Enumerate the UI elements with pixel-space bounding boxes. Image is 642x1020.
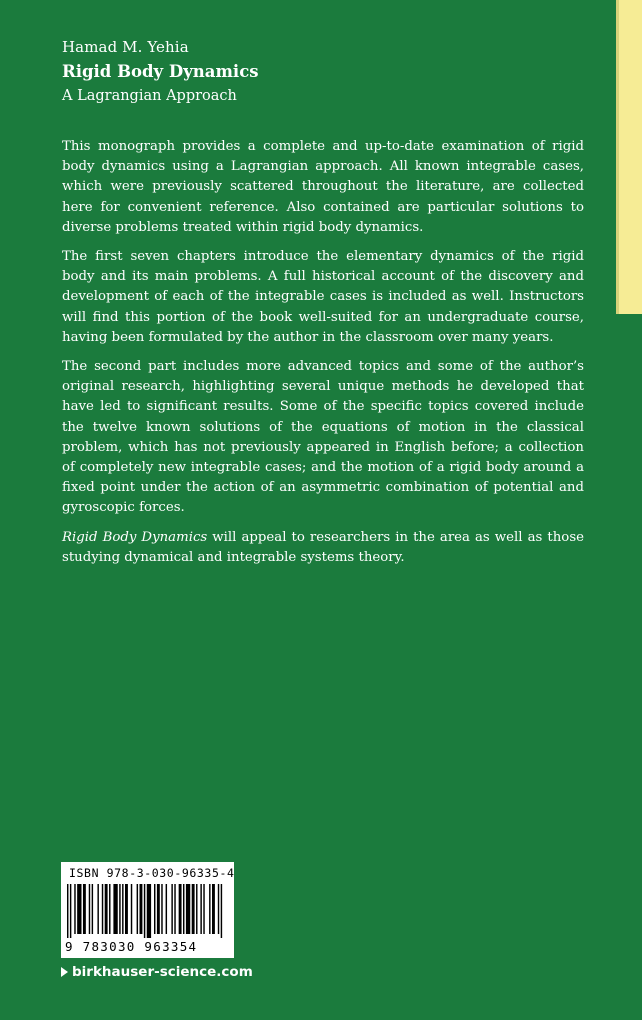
barcode-bar (161, 884, 162, 934)
barcode-bar (113, 884, 117, 934)
publisher-url[interactable]: birkhauser-science.com (72, 964, 253, 980)
barcode-bar (203, 884, 204, 934)
book-title: Rigid Body Dynamics (62, 62, 259, 81)
barcode-bar (105, 884, 108, 934)
description-paragraph-1: This monograph provides a complete and up-to-date examination of rigid body dynamics using a Lagrangian approach. All known integrable cases, which were previously scattered throughout the literature, are collected here for convenient reference. Also contained are particular solutions to diverse problems treated within rigid body dynamics. (62, 139, 584, 235)
isbn-label: ISBN 978-3-030-96335-4 (69, 866, 235, 880)
barcode-bar (102, 884, 103, 934)
description-paragraph-2: The first seven chapters introduce the elementary dynamics of the rigid body and its main problems. A full historical account of the discovery and development of each of the integrable cases is included as well. Instructors will find this portion of the book well-suited for an undergraduate course, having been formulated by the author in the classroom over many years. (62, 249, 584, 345)
barcode-bar (77, 884, 81, 934)
barcode-bar (122, 884, 123, 934)
barcode-bar (137, 884, 138, 934)
description-paragraph-4-rest: will appeal to researchers in the area as well as those studying dynamical and integrable systems theory. (62, 529, 585, 565)
barcode-bar (209, 884, 210, 934)
description-paragraph-3: The second part includes more advanced topics and some of the author’s original research, highlighting several unique methods he developed that have led to significant results. Some of the specific topics covered include the twelve known solutions of the equations of motion in the classical problem, which has not previously appeared in English before; a collection of completely new integrable cases; and the motion of a rigid body around a fixed point under the action of an asymmetric combination of potential and gyroscopic forces. (62, 359, 584, 516)
barcode-bar (125, 884, 128, 934)
publisher-link[interactable] (61, 964, 253, 980)
barcode-bar (97, 884, 98, 934)
barcode-bar (157, 884, 160, 934)
barcode-bar (221, 884, 222, 938)
barcode-bar (154, 884, 155, 934)
barcode-bar (183, 884, 184, 934)
description-title-italic: Rigid Body Dynamics (62, 529, 208, 545)
barcode-bar (67, 884, 68, 938)
author-name: Hamad M. Yehia (62, 38, 189, 56)
barcode-bar (174, 884, 175, 934)
description-paragraph-4 (62, 528, 584, 568)
barcode-bar (70, 884, 71, 938)
arrow-right-icon (61, 967, 68, 977)
barcode-bars (67, 884, 228, 938)
barcode-bar (171, 884, 172, 934)
barcode-bar (140, 884, 143, 934)
barcode-bar (83, 884, 86, 934)
barcode-bar (144, 884, 145, 938)
barcode-bar (166, 884, 167, 934)
barcode-bar (212, 884, 215, 934)
barcode-bar (179, 884, 182, 934)
barcode-bar (218, 884, 219, 934)
barcode-bar (131, 884, 132, 934)
barcode-bar (186, 884, 190, 934)
book-subtitle: A Lagrangian Approach (62, 88, 237, 104)
barcode-bar (109, 884, 110, 934)
barcode-bar (74, 884, 75, 934)
barcode-bar (89, 884, 90, 934)
spine-accent-strip (619, 0, 642, 314)
barcode-bar (196, 884, 197, 934)
barcode-bar (147, 884, 151, 938)
barcode-bar (192, 884, 195, 934)
barcode-bar (119, 884, 120, 934)
barcode-bar (200, 884, 201, 934)
book-description (62, 137, 584, 568)
barcode-box (61, 862, 234, 958)
barcode-digits: 9 783030 963354 (65, 939, 198, 954)
barcode-bar (92, 884, 93, 934)
